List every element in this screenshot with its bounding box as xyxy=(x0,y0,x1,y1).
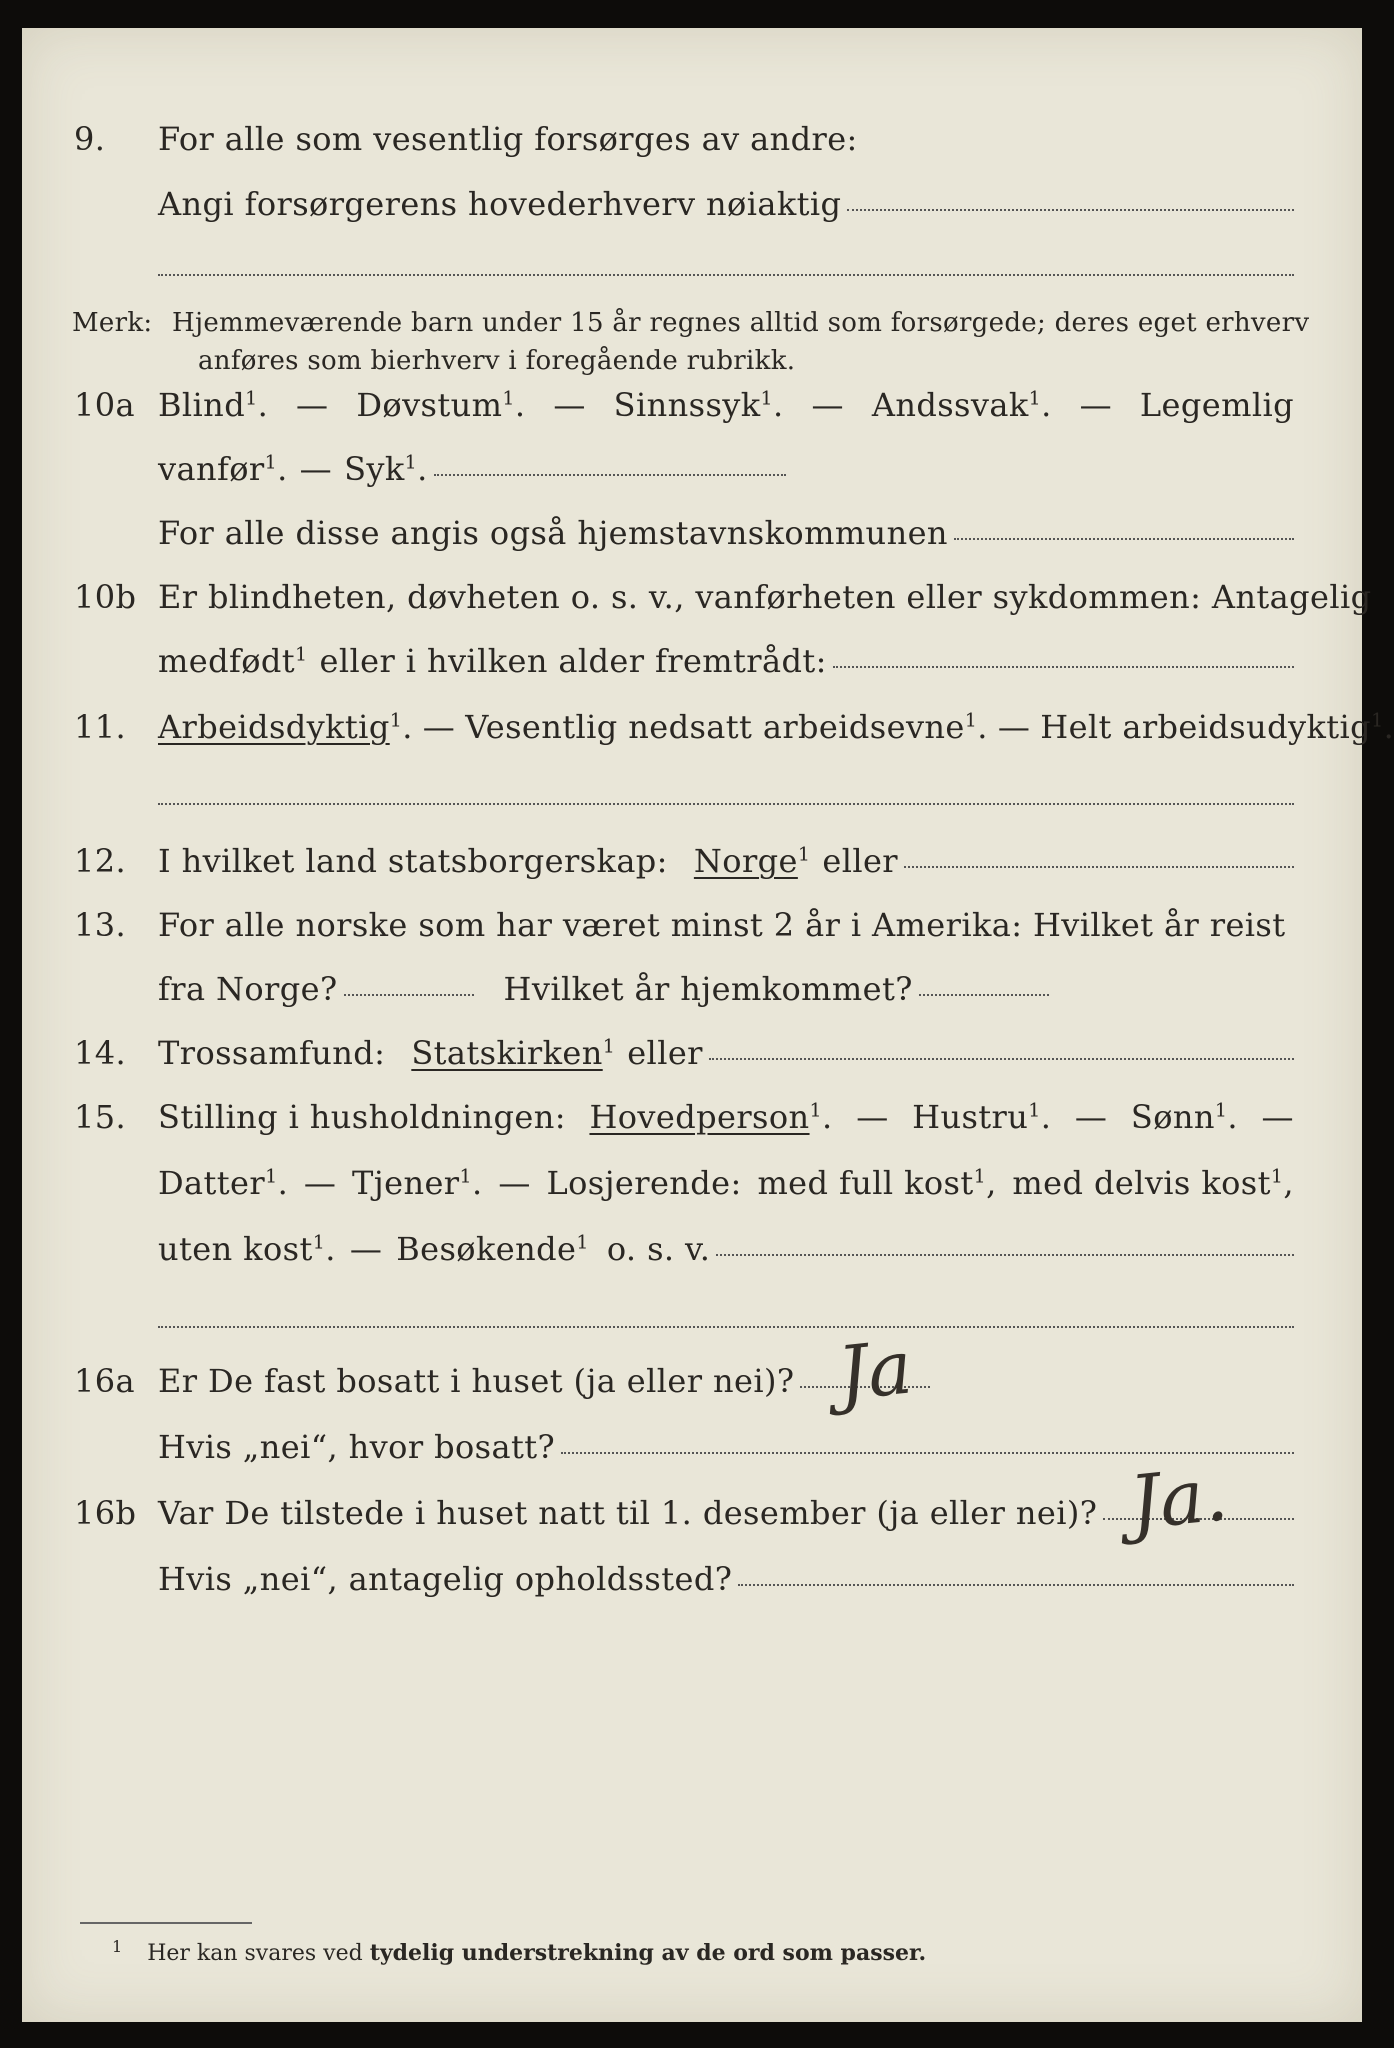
question-text: Hvilket år hjemkommet? xyxy=(503,970,913,1008)
option-sinnssyk[interactable]: Sinnssyk$^1$. xyxy=(613,386,784,424)
question-number: 12. xyxy=(74,842,127,880)
question-text: I hvilket land statsborgerskap: xyxy=(158,842,668,880)
handwritten-answer-16b: Ja. xyxy=(1125,1451,1232,1547)
question-text: Hvis „nei“, antagelig opholdssted? xyxy=(158,1560,733,1598)
answer-field[interactable] xyxy=(833,666,1294,668)
question-text: Trossamfund: xyxy=(158,1034,386,1072)
handwritten-answer-16a: Ja xyxy=(833,1324,917,1418)
note-text: anføres som bierhverv i foregående rubrikk. xyxy=(198,346,796,376)
option-nedsatt-arbeidsevne[interactable]: Vesentlig nedsatt arbeidsevne$^1$. xyxy=(465,708,988,746)
answer-field[interactable] xyxy=(561,1452,1294,1454)
question-text: Hvis „nei“, hvor bosatt? xyxy=(158,1428,556,1466)
separator: — xyxy=(296,386,329,424)
separator: — xyxy=(299,450,333,488)
question-text: For alle som vesentlig forsørges av andre: xyxy=(158,120,858,158)
answer-field[interactable] xyxy=(716,1254,1294,1256)
question-text: Er blindheten, døvheten o. s. v., vanførheten eller sykdommen: Antagelig xyxy=(158,578,1372,616)
question-text: Var De tilstede i huset natt til 1. desember (ja eller nei)? xyxy=(158,1494,1098,1532)
answer-field[interactable] xyxy=(919,994,1049,996)
option-blind[interactable]: Blind$^1$. xyxy=(158,386,269,424)
question-number: 15. xyxy=(74,1098,127,1136)
answer-field[interactable] xyxy=(158,1326,1294,1328)
separator: — xyxy=(811,386,844,424)
question-text: eller i hvilken alder fremtrådt: xyxy=(319,642,827,680)
footnote-mark: 1 xyxy=(112,1936,123,1956)
question-text: o. s. v. xyxy=(606,1230,711,1268)
question-number: 13. xyxy=(74,906,127,944)
option-delvis-kost[interactable]: med delvis kost$^1$, xyxy=(1012,1164,1294,1202)
question-number: 16b xyxy=(74,1494,137,1532)
option-andssvak[interactable]: Andssvak$^1$. xyxy=(871,386,1052,424)
option-uten-kost[interactable]: uten kost$^1$. xyxy=(158,1230,336,1268)
option-full-kost[interactable]: med full kost$^1$, xyxy=(757,1164,997,1202)
option-dovstum[interactable]: Døvstum$^1$. xyxy=(356,386,526,424)
separator: — xyxy=(856,1098,889,1136)
option-besokende[interactable]: Besøkende$^1$ xyxy=(396,1230,589,1268)
separator: — xyxy=(1074,1098,1108,1136)
option-syk[interactable]: Syk$^1$. xyxy=(344,450,428,488)
footnote-text: Her kan svares ved xyxy=(147,1941,363,1966)
note-text: Hjemmeværende barn under 15 år regnes alltid som forsørgede; deres eget erhverv xyxy=(172,308,1310,338)
option-sonn[interactable]: Sønn$^1$. xyxy=(1130,1098,1238,1136)
separator: — xyxy=(1261,1098,1294,1136)
separator: — xyxy=(553,386,586,424)
question-number: 10a xyxy=(74,386,135,424)
question-number: 14. xyxy=(74,1034,127,1072)
footnote-bold-text: tydelig understrekning av de ord som passer. xyxy=(369,1940,927,1966)
separator: — xyxy=(349,1230,383,1268)
answer-field[interactable] xyxy=(158,803,1294,805)
question-text: Losjerende: xyxy=(546,1164,742,1202)
footnote-rule xyxy=(80,1922,252,1924)
answer-field[interactable] xyxy=(738,1584,1294,1586)
question-text: For alle disse angis også hjemstavnskommunen xyxy=(158,514,948,552)
census-form-page xyxy=(22,28,1394,2022)
option-statskirken[interactable]: Statskirken$^1$ xyxy=(411,1034,616,1072)
question-text: Angi forsørgerens hovederhverv nøiaktig xyxy=(158,185,842,223)
option-datter[interactable]: Datter$^1$. xyxy=(158,1164,289,1202)
separator: — xyxy=(1079,386,1112,424)
option-hovedperson[interactable]: Hovedperson$^1$. xyxy=(589,1098,833,1136)
option-arbeidsdyktig[interactable]: Arbeidsdyktig$^1$. xyxy=(158,708,413,746)
answer-field[interactable] xyxy=(904,866,1294,868)
answer-field[interactable] xyxy=(954,538,1294,540)
answer-field[interactable] xyxy=(709,1058,1294,1060)
option-vanfor[interactable]: vanfør$^1$. xyxy=(158,450,288,488)
question-text: fra Norge? xyxy=(158,970,338,1008)
separator: — xyxy=(498,1164,531,1202)
question-text: Er De fast bosatt i huset (ja eller nei)? xyxy=(158,1362,795,1400)
question-number: 9. xyxy=(74,120,106,158)
answer-field[interactable] xyxy=(158,274,1294,276)
separator: — xyxy=(303,1164,337,1202)
option-legemlig[interactable]: Legemlig xyxy=(1139,386,1294,424)
question-number: 16a xyxy=(74,1362,135,1400)
separator: — xyxy=(997,708,1031,746)
question-text: Stilling i husholdningen: xyxy=(158,1098,566,1136)
question-number: 10b xyxy=(74,578,137,616)
answer-field[interactable] xyxy=(847,209,1294,211)
question-number: 11. xyxy=(74,708,127,746)
question-text: eller xyxy=(627,1034,703,1072)
answer-field[interactable] xyxy=(344,994,474,996)
answer-field[interactable] xyxy=(434,474,786,476)
option-tjener[interactable]: Tjener$^1$. xyxy=(352,1164,483,1202)
footnote xyxy=(112,1936,927,1966)
question-text: For alle norske som har været minst 2 år i Amerika: Hvilket år reist xyxy=(158,906,1286,944)
separator: — xyxy=(422,708,456,746)
option-medfodt[interactable]: medfødt$^1$ xyxy=(158,642,308,680)
option-arbeidsudyktig[interactable]: Helt arbeidsudyktig$^1$. xyxy=(1040,708,1394,746)
question-text: eller xyxy=(822,842,898,880)
option-hustru[interactable]: Hustru$^1$. xyxy=(912,1098,1052,1136)
option-norge[interactable]: Norge$^1$ xyxy=(693,842,811,880)
note-label: Merk: xyxy=(72,308,153,338)
